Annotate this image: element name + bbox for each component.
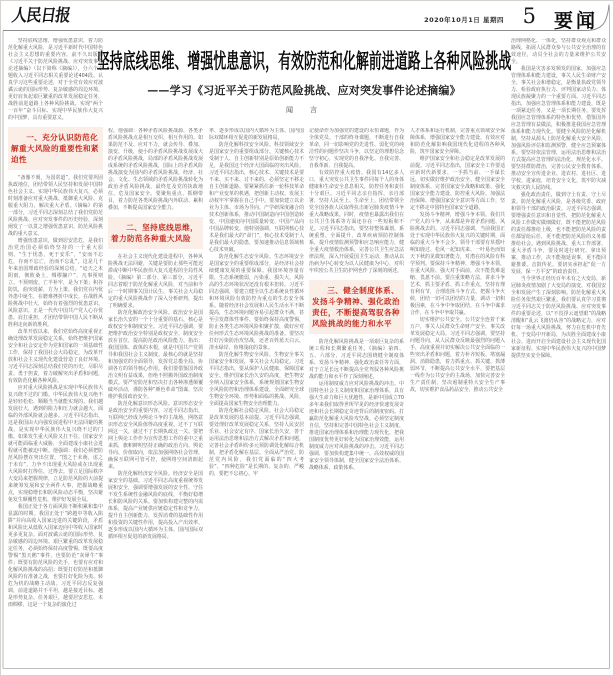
article-paragraph: 切实维护公共安全。公共安全连着千家万户，事关人民群众生命财产安全，事关改革发展稳定大局。习近平同志强调，要坚持问题导向，从人民群众反映最强烈的问题入手，高度重视并切实解决公共安全面临的一些突出矛盾和问题，着力补齐短板、堵塞漏洞、消除隐患，着力抓重点、抓关键、抓薄弱环节，不断提高公共安全水平。要把基层一线作为公共安全的主战场，加快完善安全生产责任制，坚决遏制重特大安全生产事故，切实维护食品药品安全，推动公共安全 <box>410 317 505 393</box>
article-paragraph: 在社会主义现代化建设进程中，各种风险挑战无法回避，关键是要防止那些可能迟滞或中断中华民族伟大复兴进程的全局性风险。《摘编》第二部分、第三部分，习近平同志着眼于防范化解重大风险，对当前和今后一个时期事关国计民生、事关社会大局稳定的重大风险挑战作了深入分析研判，提出了明确要求。 <box>108 254 203 309</box>
article-paragraph: 防范化解意识形态风险。意识形态安全是政治安全的重要内容。习近平同志指出，互联网已经成为舆论斗争的主战场，网络意识形态安全风险值得高度重视。过不了互联网这一关，就过不了长期执政这一关。要把网上舆论工作作为宣传思想工作的重中之重来抓，旗帜鲜明坚持正确的政治方向、舆论导向、价值取向，依法加强网络社会管理，确保互联网可管可控，使网络空间清朗起来。 <box>108 401 203 470</box>
news-column-6 <box>511 38 606 666</box>
article-paragraph: 记使命作为加强党的建设的永恒课题，作为全体党员、干部的终身课题，不断进行自我革命，同一切影响党的先进性、弱化党的纯洁性的问题作坚决斗争，以坚定的理想信念坚守初心，实现党的自我净化、自我完善、自我革新、自我提高。 <box>309 128 404 169</box>
article-paragraph: 应对重大风险挑战是实现中华民族伟大复兴绕不过的门槛。中华民族伟大复兴绝不是轻轻松松、顺顺当当就能实现的。我们越发展壮大，遇到的阻力和压力就会越大，面临的外部风险就会越多。习近平同志指出，这是我国由大向强发展进程中无法回避的挑战，是实现中华民族伟大复兴绕不过的门槛。如果发生重大风险又扛不住，国家安全就可能面临重大威胁，全面建成小康社会进程就可能被迫中断。他强调：我们必须把防范风险摆在突出位置，“图之于未萌，虑之于未有”，力争不出现重大风险或在出现重大风险时扛得住、过得去。要立足国际秩序大变局来把握规律，立足防范风险的大前提来统筹发展和安全两件大事，把握战略重点，实现稳增长和防风险动态平衡，坚决避免发生颠覆性危机，维护好发展全局。 <box>8 385 103 503</box>
article-paragraph: 我国是灾害多发频发的国家，加强应急管理体系和能力建设，事关人民生命财产安全，事关社会和谐稳定，是衡量执政党领导力、检验政府执行力、评判国家动员力、体现民族凝聚力的一个重要方面。习近平同志指出，加强应急管理体系和能力建设，既是一项紧迫任务，又是一项长期任务。要发挥我国应急管理体系的特色和优势，借鉴国外应急管理有益做法，积极推进我国应急管理体系和能力现代化。要健全风险防范化解机制，坚持从源头上防范化解重大安全风险，加强风险评估和监测预警，健全应急预案体系。要坚持依法管理，运用法治思维和法治方式提高应急管理的法治化、规范化水平。要坚持群防群治，完善公民安全教育体系，推动安全宣传进企业、进农村、进社区、进学校、进家庭，培育安全文化，筑牢防灾减灾救灾的人民防线。 <box>511 66 606 191</box>
article-paragraph: 有效防控重大疫情。我国有14亿多人口，重大突发公共卫生事件同每个人的身体健康和生命安全息息相关，防控任务和责任十分艰巨。习近平同志亲自指挥、亲自部署，坚持人民至上、生命至上，团结带领全党全国各族人民取得抗击新冠肺炎疫情斗争重大战略成果。同时，疫情也暴露出我们在公共卫生体系等方面还存在一些短板和不足。习近平同志指出，要坚持整体谋划、系统重塑、全面提升，改革疾病预防控制体系，提升疫情监测预警和应急响应能力，健全重大疫情救治体系，完善公共卫生应急法律法规，深入开展爱国卫生运动，推动从以治病为中心转变为以人民健康为中心，对织牢织密公共卫生防护网也作了深刻的阐述。 <box>309 170 404 274</box>
article-paragraph: 强化政治责任，做到守土有责、守土尽责。防范化解重大风险，是各级党委、政府和领导干部的政治职责。习近平同志强调，要增强责任意识和自觉性，把防范化解重大风险工作做实做细做好，既不能把防范风险的责任都推给上级，也不能把防范风险的责任都留给后任，更不能把防范风险的义务都推给社会。遇到风险挑战、重大工作部署、重大矛盾斗争，要及时进行研究、拿出预案、推动工作，决不能拖延误事，更不能回避推诿、击鼓传花。要切实承担起“促一方发展、保一方平安”的政治责任。 <box>511 192 606 275</box>
article-paragraph: 改革开放以来，我们党始终高度重视正确处理改革发展稳定关系，始终把维护国家安全和社会安定作为党和国家的一项基础性工作，保持了我国社会大局稳定，为改革开放和社会主义现代化建设营造了良好环境。习近平同志深刻总结我们党的历史，尽职尽责、勇于担责，着力破解突出矛盾和问题，有效防范化解各种风险。 <box>8 329 103 384</box>
article-headline: 坚持底线思维、增强忧患意识，有效防范和化解前进道路上各种风险挑战 <box>96 49 512 73</box>
article-paragraph: 率、逐步形成以国内大循环为主体、国内国际双循环相互促进的新发展格局。 <box>209 128 304 141</box>
section-heading: 三、健全制度体系、发扬斗争精神、强化政治责任，不断提高驾驭各种风险挑战的能力和水平 <box>309 280 404 334</box>
article-paragraph: 坚持底线思维，增强忧患意识，着力防范化解重大风险，是习近平新时代中国特色社会主义思想的重要内容。前不久出版的《习近平关于防范风险挑战、应对突发事件论述摘编》（以下简称《摘编》），分六个专题收入习近平同志相关重要论述404段。认真学习这些重要论述，对于全党有效应对波谲云诡的国际形势、复杂敏感的周边环境，更好肩负起艰巨繁重的改革发展稳定任务，战胜前进道路上各种风险挑战，实现“两个一百年”奋斗目标、实现中华民族伟大复兴的中国梦，具有重要意义。 <box>8 38 103 121</box>
article-paragraph: 防范化解生物安全风险。生物安全事关国家安全和发展，事关社会大局稳定。习近平同志指出，要从保护人民健康、保障国家安全、维护国家长治久安的高度，把生物安全纳入国家安全体系，系统规划国家生物安全风险防控和治理体系建设，全面研究全球生物安全环境、形势和面临的挑战、风险，全面提高国家生物安全治理能力。 <box>209 352 304 407</box>
article-paragraph: 我国正处于各方面风险不断积累和集中显露的时期。我国正处于“跨越中等收入陷阱”并向高收入国家迈进的关键阶段，矛盾和风险比从低收入国家迈向中等收入国家时更多更复杂。面对波谲云诡的国际形势、复杂敏感的周边环境、艰巨繁重的改革发展稳定任务，必须始终保持高度警惕，既要高度警惕“黑天鹅”事件，也要防范“灰犀牛”事件；既要有防范风险的先手，也要有应对和化解风险挑战的高招；既要打好防范和抵御风险的有准备之战，也要打好化险为夷、转危为机的战略主动战。习近平同志反复强调，前进道路并不平坦，越是接近目标，越是形势复杂、任务艰巨，越要居安思危、未雨绸缪，这是一个复杂的演化过 <box>8 504 103 608</box>
article-paragraph: 发扬斗争精神，增强斗争本领。我们共产党人的斗争，从来都是奔着矛盾问题、风险挑战去的。习近平同志强调，当前我国正处于实现中华民族伟大复兴的关键时期，面临的重大斗争不会少。领导干部要有草摇叶响知鹿过、松风一起知虎来、一叶易色而知天下秋的见微知著能力，对潜在的风险有科学预判。要保持斗争精神、增强斗争本领，在重大风险、强大对手面前，决不能畏难退缩、畏葸不前。要注重策略方法，讲求斗争艺术，抓主要矛盾、抓工作重点，坚持有理有利有节，合理选择斗争方式、把握斗争火候，团结一切可以团结的力量，调动一切积极因素，在斗争中争取团结，在斗争中谋求合作，在斗争中争取共赢。 <box>410 212 505 316</box>
news-column-1 <box>8 38 103 666</box>
article-paragraph: 防范化解社会稳定风险。社会大局稳定是改革发展的基本前提。习近平同志强调，要处理好改革发展稳定关系，坚持人民安居乐业、社会安定有序、国家长治久安，善于运用法治思维和法治方式解决矛盾和问题，完善社会矛盾纠纷多元预防调处化解综合机制，把矛盾化解在基层。全面从严治党、防范党内风险，我们党面临的“四大考验”、“四种危险”是长期的、复杂的、严峻的，要把不忘初心、牢 <box>209 408 304 477</box>
article-paragraph: 治理网格化、一体化，坚持群众观点和群众路线，拓展人民群众参与公共安全治理的有效途径，动员全社会的力量来维护公共安全。 <box>511 38 606 65</box>
headline-block <box>88 44 520 126</box>
page-number: 5 <box>522 4 536 28</box>
article-paragraph: 防范化解风险挑战是一项艰巨复杂的系统工程和长期繁重任务。《摘编》第四、五、六部分，习近平同志围绕健全制度体系、发扬斗争精神、强化政治责任等方面，对于立足长远不断提高全党驾驭各种风险挑战的能力和水平作了深刻阐述。 <box>309 339 404 380</box>
section-name: 要闻 <box>553 10 598 32</box>
news-column-4 <box>309 128 404 666</box>
article-paragraph: “备豫不虞，为国常道”。我们党要巩固执政地位，团结带领人民坚持和发展中国特色社会主义、实现中华民族伟大复兴，必须时刻准备应对重大挑战、抵御重大风险、克服重大阻力、解决重大矛盾。《摘编》的第一部分，习近平同志深刻总结了我们党防范风险挑战、应对突发事件的历史经验，深刻阐发了一以贯之增强忧患意识、防范风险挑战的重大意义。 <box>8 175 103 237</box>
news-column-2 <box>108 128 203 666</box>
section-heading: 二、坚持底线思维，着力防范各种重大风险 <box>108 217 203 249</box>
article-paragraph: 防范化解生态安全风险。生态环境安全是国家安全的重要组成部分，是经济社会持续健康发展的重要保障。我国环境容量有限，生态系统脆弱，污染重、损失大、风险高的生态环境状况还没有根本扭转。习近平同志强调，要建立健全以生态系统良性循环和环境风险有效防控为重点的生态安全体系。随着经济社会发展和人民生活水平不断提高，生态环境问题容易引起群众不满，甚至引发群体性事件。要始终保持高度警惕，防止各类生态环境风险积聚扩散，做好应对任何形式生态环境风险挑战的准备。要坚决打好污染防治攻坚战，还老百姓蓝天白云、清水绿岸、鱼翔浅底的景象。 <box>209 254 304 351</box>
article-paragraph: 防范化解政治安全风险。政治安全是国家长治久安的一个十分重要的基石，核心是政权安全和制度安全。习近平同志强调，要把维护政治安全特别是政权安全、制度安全放在首位，提高防范政治风险能力。指出：我国国体、政体的本根，就是中国共产党领导和我国社会主义制度。最核心的就是坚持和加强党的全面领导，发挥党总揽全局、协调各方的领导核心作用。我们要借鉴国外政治文明有益成果，但绝不照搬外国政治制度模式。要严密防范和坚决打击各种渗透颠覆破坏活动，谨防各种“颜色革命”图谋，坚决维护我国政治安全。 <box>108 310 203 400</box>
section-heading: 一、充分认识防范化解重大风险的重要性和紧迫性 <box>8 127 103 170</box>
article-paragraph: 运用制度威力应对风险挑战的冲击。中国特色社会主义制度和国家治理体系，具有强大生命力和巨大优越性，是新中国成立70多年来我们取得世所罕见的经济快速发展奇迹和社会长期稳定奇迹背后的制度密码。打赢防范化解重大风险攻坚战，必须坚定制度自信，坚持和完善中国特色社会主义制度，推进国家治理体系和治理能力现代化，把我国制度优势更好转化为国家治理效能，运用制度威力应对风险挑战的冲击。习近平同志强调，要加快构建集中统一、高效权威的国家安全领导体制，健全国家安全法治体系、战略体系、政策体系、 <box>309 381 404 471</box>
article-byline: 闻 言 <box>286 106 322 114</box>
news-column-3 <box>209 128 304 666</box>
news-column-5 <box>410 128 505 666</box>
article-paragraph: 防范化解科技安全风险。科技领域安全是国家安全的重要组成部分。关键核心技术受制于人、自主创新特别是原始创新能力不足，是我国这个经济大国面临的突出风险。习近平同志指出，核心技术、关键技术是要不来、买不来、讨不来的，必须坚定不移走自主创新道路。要紧紧抓住新一轮科技革命和产业变革的机遇，把创新主动权、发展主动权牢牢掌握在自己手中。要加快建立以企业为主体、市场为导向、产学研深度融合的技术创新体系，推动中国制造向中国创造转变、中国速度向中国质量转变、中国产品向中国品牌转变。他特别强调，互联网核心技术是我们最大的“命门”，核心技术受制于人是我们最大的隐患，要加速推动信息领域核心技术突破。 <box>209 142 304 253</box>
article-paragraph: 程。他强调：各种矛盾风险挑战源、各类矛盾风险挑战点是相互交织、相互作用的。如果防范不及、应对不力，就会传导、叠加、演变、升级，使小的矛盾风险挑战发展成大的矛盾风险挑战，局部的矛盾风险挑战发展成系统的矛盾风险挑战，国际上的矛盾风险挑战演变为国内的矛盾风险挑战，经济、社会、文化、生态领域的矛盾风险挑战转化为政治矛盾风险挑战，最终危及党的执政地位、危及国家安全。要聚焦重点、抓纲带目，着力防范各类风险挑战内外联动、累积叠加，不断提高国家安全能力。 <box>108 128 203 211</box>
article-paragraph: 防范化解经济安全风险。经济安全是国家安全的基础。习近平同志高度重视统筹发展和安全，强调要增强发展的安全性，守住不发生系统性金融风险的底线，平衡好稳增长和防风险的关系。要加快构建完整的内需体系，提高产业链供应链稳定性和竞争力，提升自主创新能力，发挥消费的基础性作用和投资的关键性作用，提高投入产出效率、逐步形成以国内大循环为主体、国内国际双循环相互促进的新发展格局。 <box>108 471 203 540</box>
article-paragraph: 增强忧患意识，做到居安思危，是我们治党治国必须始终坚持的一个重大原则。“生于忧患，死于安乐”，“安而不忘危，存而不忘亡，治而不忘乱”，这是几千年来治国理政经验的深刻总结。“迨天之未阴雨，彻彼桑土，绸缪牖户”，凡事预则立、不预则废。亡羊补牢，是为下策；积谷防饥，曲突徙薪，方为上策。我们党在内忧外患中诞生，在磨难挫折中成长，在战胜风险挑战中壮大，始终有着强烈的忧患意识、风险意识。正是一代代中国共产党人心存忧患、肩扛重担，才团结带领中国人民不断从胜利走向新的胜利。 <box>8 238 103 328</box>
article-paragraph: 当今世界正经历百年未有之大变局，新冠肺炎疫情加剧了大变局的演变，对我国安全和发展产生了深刻影响。防范化解重大风险任务依然艰巨繁重。我们要认真学习贯彻习近平同志关于防范风险挑战、应对突发事件的重要论述，以“不畏浮云遮望眼”的战略清醒和“乱云飞渡仍从容”的战略定力，应对好每一场重大风险挑战，努力在危机中育先机、于变局中开新局，为决胜全面建成小康社会、进而开启全面建设社会主义现代化国家新征程、实现中华民族伟大复兴的中国梦提供坚实安全保障。 <box>511 276 606 359</box>
article-paragraph: 维护国家安全和社会稳定是改革发展的前提。习近平同志指出，国家安全工作要适应新时代新要求，一手抓当前、一手谋长远，切实做好维护政治安全、健全国家安全制度体系、完善国家安全战略和政策、强化国家安全能力建设、防控重大风险、加强法治保障、增强国家安全意识等方面工作，坚定不移走中国特色国家安全道路。 <box>410 156 505 211</box>
issue-date: 2020年10月1日 星期四 <box>424 16 504 24</box>
article-subtitle: ——学习《习近平关于防范风险挑战、应对突发事件论述摘编》 <box>147 84 461 97</box>
masthead-logo: 人民日报 <box>10 6 71 26</box>
article-paragraph: 人才体系和运行机制，完善重点领域安全保障体系，增强国家安全能力建设，有效应对和防范化解影响我国现代化进程的各种风险，筑牢国家安全屏障。 <box>410 128 505 155</box>
